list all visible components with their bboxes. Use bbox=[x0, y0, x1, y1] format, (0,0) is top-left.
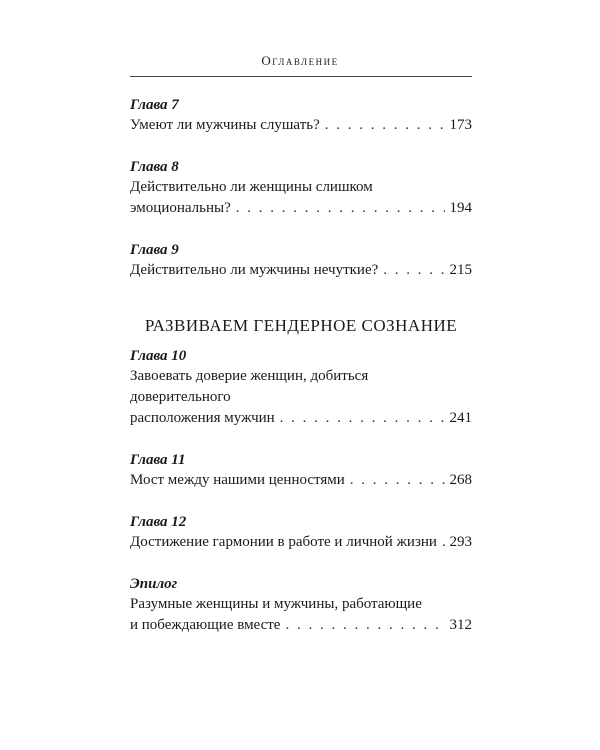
chapter-label: Эпилог bbox=[130, 576, 178, 592]
chapter-title: расположения мужчин bbox=[130, 410, 275, 426]
chapter-title-line: Завоевать доверие женщин, добиться доверительного bbox=[130, 368, 369, 405]
running-head: Оглавление bbox=[261, 53, 339, 68]
chapter-title-line: Действительно ли женщины слишком bbox=[130, 179, 373, 195]
chapter-title: и побеждающие вместе bbox=[130, 617, 281, 633]
page-number: 293 bbox=[449, 534, 472, 550]
page-number: 173 bbox=[449, 117, 472, 133]
page-number: 268 bbox=[449, 472, 472, 488]
dot-leader bbox=[280, 408, 445, 429]
toc-line bbox=[130, 470, 472, 491]
toc-entry-chapter-8 bbox=[130, 157, 472, 219]
chapter-title: Достижение гармонии в работе и личной жизни bbox=[130, 534, 437, 550]
toc-entry-chapter-12 bbox=[130, 512, 472, 553]
header-rule bbox=[130, 76, 472, 77]
part-heading: РАЗВИВАЕМ ГЕНДЕРНОЕ СОЗНАНИЕ bbox=[144, 316, 458, 335]
chapter-title: эмоциональны? bbox=[130, 200, 231, 216]
toc-entry-epilogue bbox=[130, 574, 472, 636]
dot-leader bbox=[350, 470, 445, 491]
chapter-label: Глава 12 bbox=[130, 514, 187, 530]
page-number: 194 bbox=[449, 200, 472, 216]
dot-leader bbox=[325, 115, 445, 136]
chapter-label: Глава 10 bbox=[130, 348, 187, 364]
page-number: 215 bbox=[449, 262, 472, 278]
toc-entry-chapter-11 bbox=[130, 450, 472, 491]
chapter-title-line: Разумные женщины и мужчины, работающие bbox=[130, 596, 422, 612]
toc-line bbox=[130, 115, 472, 136]
chapter-title: Умеют ли мужчины слушать? bbox=[130, 117, 320, 133]
chapter-title: Действительно ли мужчины нечуткие? bbox=[130, 262, 379, 278]
table-of-contents bbox=[130, 95, 472, 657]
toc-entry-chapter-9 bbox=[130, 240, 472, 281]
toc-line bbox=[130, 532, 472, 553]
toc-entry-chapter-10 bbox=[130, 346, 472, 429]
page-number: 241 bbox=[449, 410, 472, 426]
dot-leader bbox=[442, 532, 445, 553]
chapter-label: Глава 9 bbox=[130, 242, 179, 258]
toc-entry-chapter-7 bbox=[130, 95, 472, 136]
chapter-label: Глава 7 bbox=[130, 97, 179, 113]
chapter-label: Глава 8 bbox=[130, 159, 179, 175]
chapter-label: Глава 11 bbox=[130, 452, 186, 468]
dot-leader bbox=[236, 198, 445, 219]
toc-line bbox=[130, 260, 472, 281]
toc-line bbox=[130, 615, 472, 636]
toc-line bbox=[130, 408, 472, 429]
page-number: 312 bbox=[449, 617, 472, 633]
dot-leader bbox=[383, 260, 444, 281]
dot-leader bbox=[285, 615, 444, 636]
chapter-title: Мост между нашими ценностями bbox=[130, 472, 345, 488]
toc-line bbox=[130, 198, 472, 219]
